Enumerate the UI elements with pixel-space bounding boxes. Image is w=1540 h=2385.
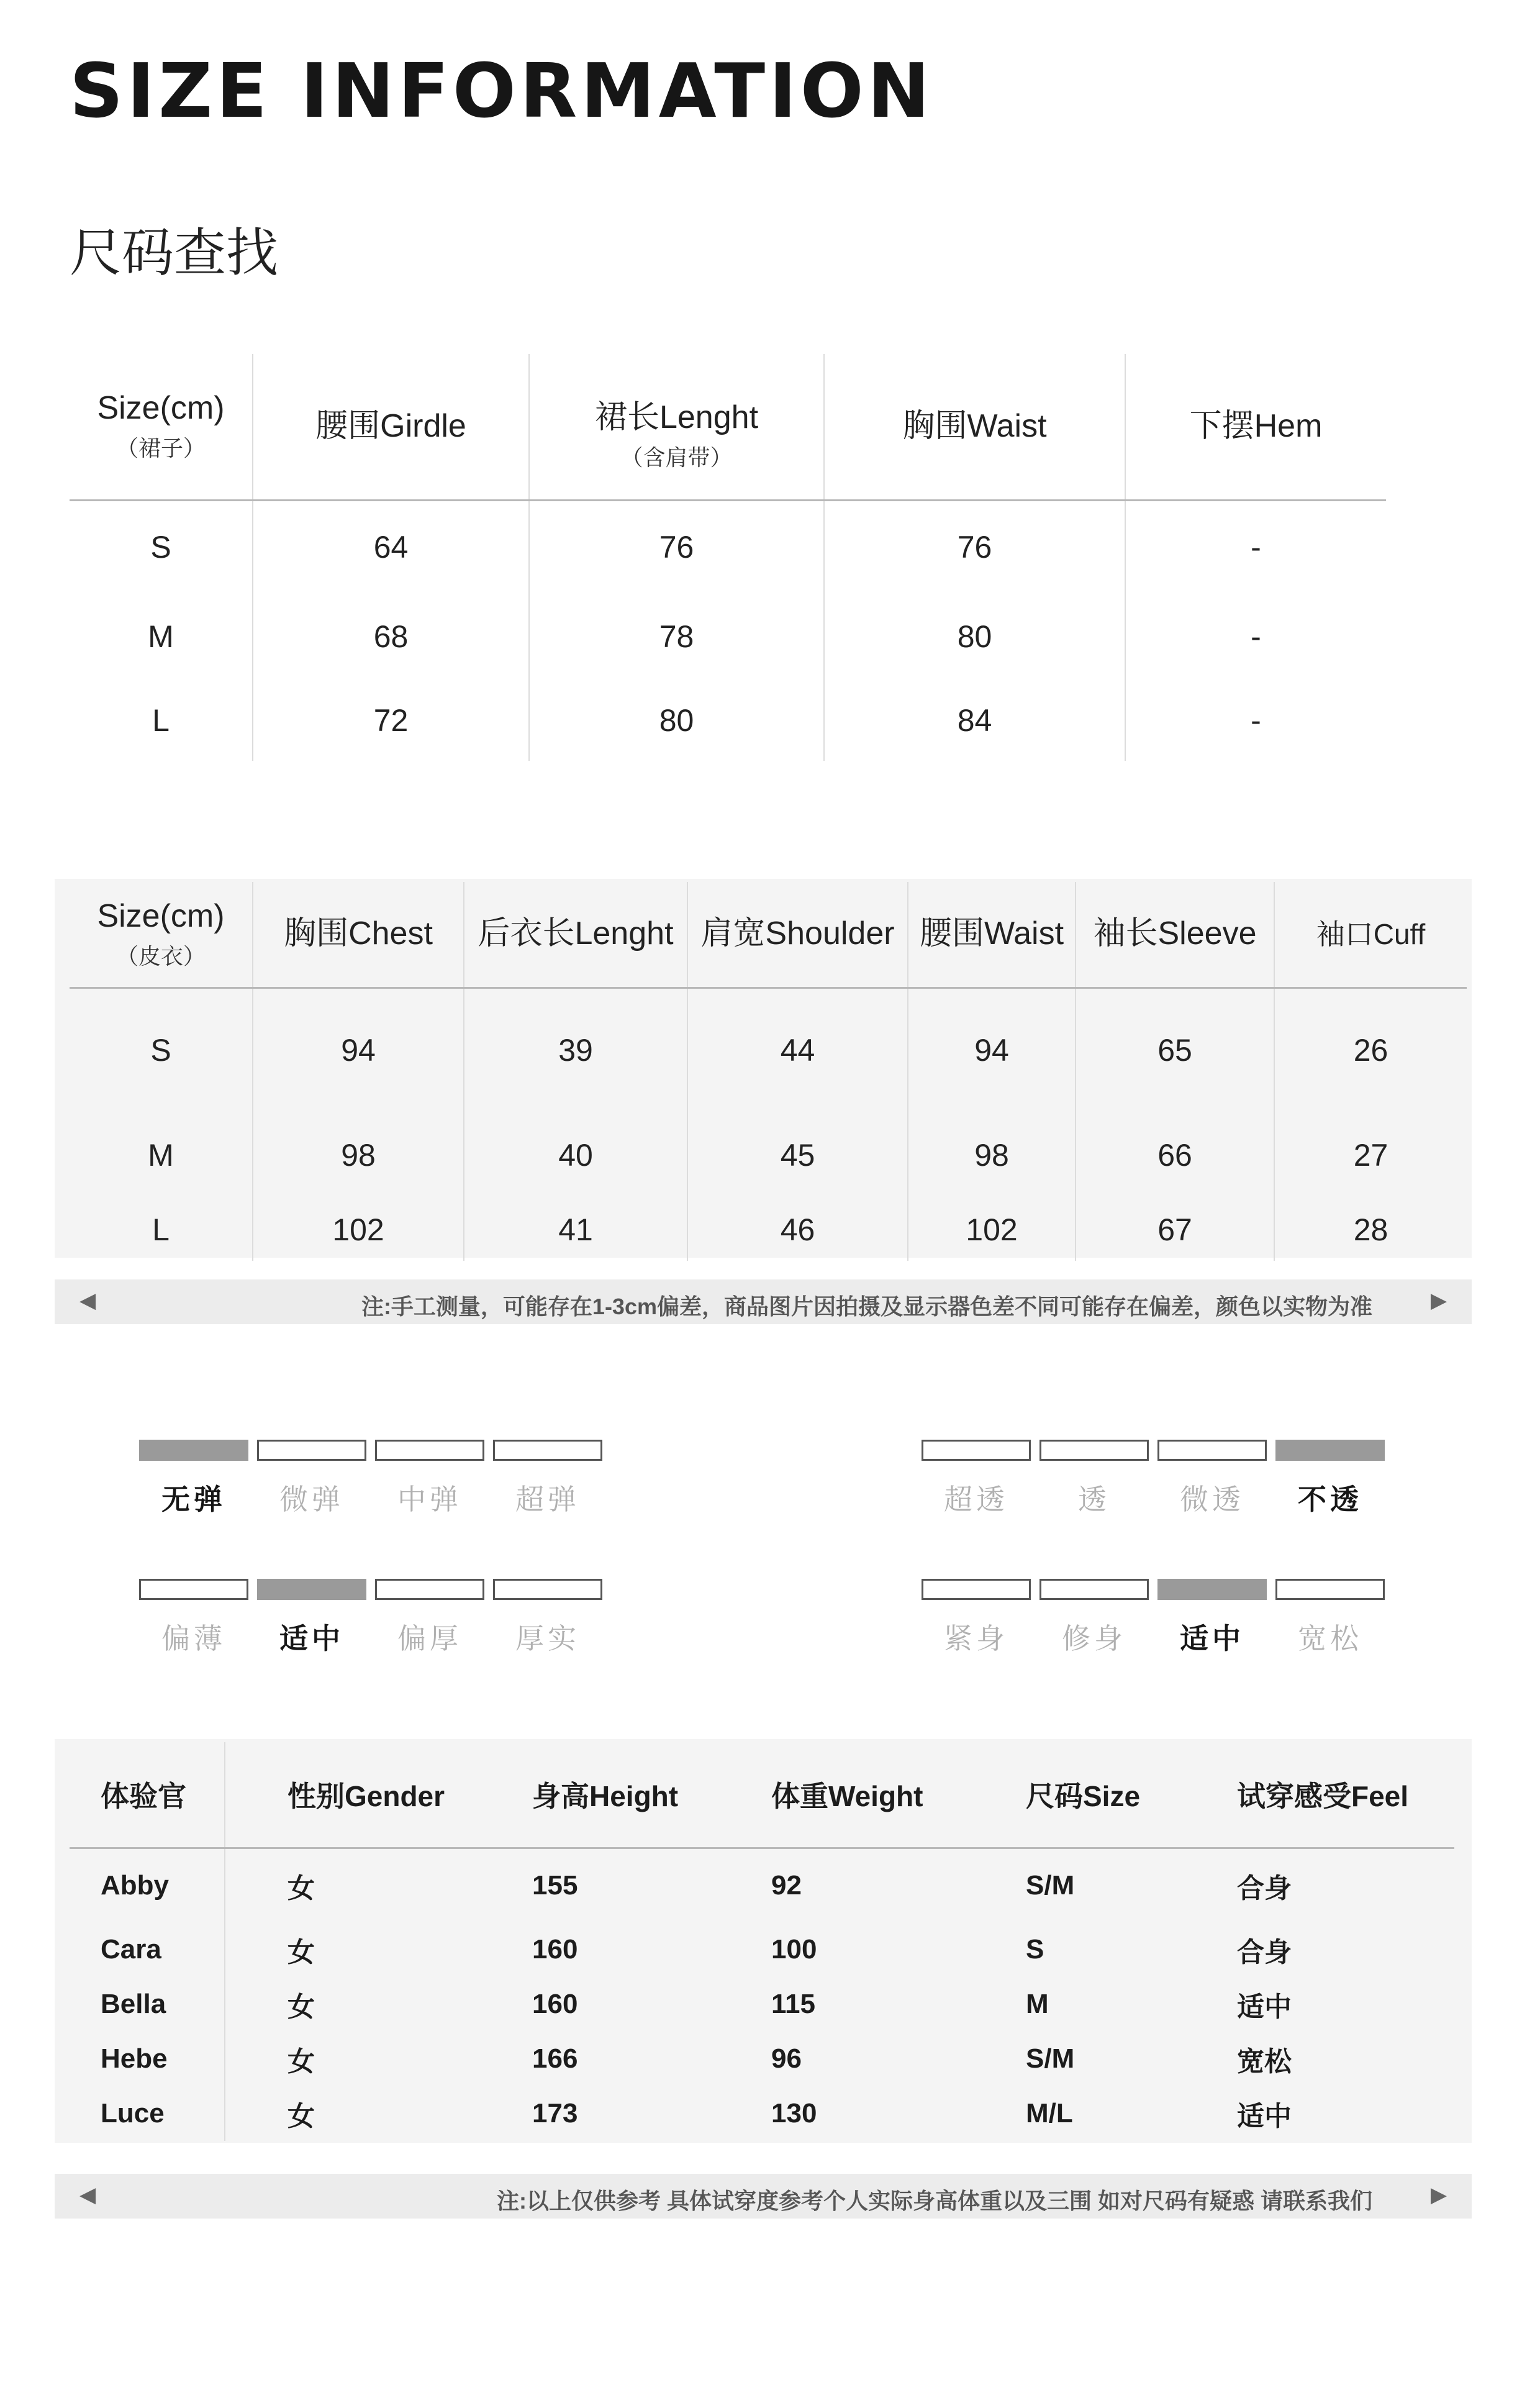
value-cell: 64 — [253, 500, 529, 593]
skirt-col-label: 下摆Hem — [1189, 407, 1323, 444]
value-cell: 98 — [908, 1112, 1076, 1199]
jacket-corner-header — [70, 882, 253, 988]
tryon-cell: 160 — [532, 1934, 578, 1965]
tryon-col-header: 试穿感受Feel — [1187, 1742, 1454, 1848]
tryon-cell: Hebe — [101, 2043, 168, 2074]
scale-segment — [493, 1579, 602, 1600]
scale-segment — [375, 1579, 484, 1600]
value-cell: 102 — [908, 1199, 1076, 1261]
jacket-col-header — [1274, 882, 1467, 988]
scroll-right-icon[interactable]: ▶ — [1430, 1289, 1447, 1312]
scale-segment — [1040, 1440, 1149, 1461]
scale-label: 透 — [1078, 1483, 1110, 1515]
page-title: SIZE INFORMATION — [70, 48, 934, 135]
scale-label: 不透 — [1298, 1483, 1362, 1515]
scale-segment — [1157, 1579, 1267, 1600]
table-row — [70, 593, 1386, 680]
tryon-cell: Cara — [101, 1934, 161, 1965]
scale-segment — [139, 1440, 248, 1461]
scale-label: 超弹 — [515, 1483, 580, 1515]
jacket-col-header — [253, 882, 464, 988]
value-cell: 26 — [1274, 988, 1467, 1112]
tryon-cell: 96 — [771, 2043, 802, 2074]
skirt-col-header — [824, 354, 1125, 500]
skirt-header-row — [70, 354, 1386, 500]
jacket-col-label: 袖口Cuff — [1316, 917, 1426, 950]
scale-label: 微透 — [1180, 1483, 1244, 1515]
scale-label: 微弹 — [279, 1483, 344, 1515]
scale-label: 偏薄 — [161, 1622, 226, 1655]
value-cell: 84 — [824, 680, 1125, 761]
scale-segment — [1040, 1579, 1149, 1600]
value-cell: 80 — [824, 593, 1125, 680]
table-row — [70, 1977, 1454, 2032]
jacket-col-label: 胸围Chest — [284, 915, 433, 952]
value-cell: 66 — [1076, 1112, 1274, 1199]
scale-segment — [375, 1440, 484, 1461]
tryon-cell: Luce — [101, 2098, 165, 2128]
scroll-right-icon[interactable]: ▶ — [1430, 2183, 1447, 2207]
value-cell: 46 — [687, 1199, 908, 1261]
scale-label: 紧身 — [944, 1622, 1008, 1655]
size-cell: L — [152, 703, 170, 738]
table-row — [70, 1922, 1454, 1977]
scale-label: 适中 — [279, 1622, 344, 1655]
scale-label: 中弹 — [397, 1483, 462, 1515]
table-row — [70, 1848, 1454, 1922]
tryon-col-header: 身高Height — [482, 1742, 722, 1848]
scale-segment — [257, 1440, 366, 1461]
scale-segment — [1275, 1579, 1385, 1600]
jacket-col-label: 袖长Sleeve — [1093, 915, 1257, 952]
scale-segment — [493, 1440, 602, 1461]
jacket-col-label: 腰围Waist — [919, 915, 1064, 952]
tryon-cell: 166 — [532, 2043, 578, 2074]
jacket-corner-label: Size(cm) — [97, 897, 225, 934]
scroll-left-icon[interactable]: ◀ — [79, 1289, 96, 1312]
value-cell: 98 — [253, 1112, 464, 1199]
skirt-corner-header — [70, 354, 253, 500]
tryon-cell: S — [1026, 1934, 1044, 1965]
skirt-col-label: 腰围Girdle — [315, 407, 466, 444]
value-cell: 94 — [908, 988, 1076, 1112]
skirt-col-header — [253, 354, 529, 500]
tryon-cell: 115 — [771, 1989, 815, 2019]
value-cell: 76 — [824, 500, 1125, 593]
size-cell: S — [150, 529, 171, 565]
value-cell: 68 — [253, 593, 529, 680]
thickness-scale — [139, 1579, 611, 1666]
fit-scale — [922, 1579, 1393, 1666]
reference-note-bar — [55, 2174, 1472, 2219]
value-cell: - — [1125, 500, 1386, 593]
jacket-header-row — [70, 882, 1467, 988]
measurement-note-bar — [55, 1279, 1472, 1324]
measurement-note-text: 注:手工测量，可能存在1-3cm偏差，商品图片因拍摄及显示器色差不同可能存在偏差，颜色以实物为准 — [361, 1294, 1372, 1319]
value-cell: 41 — [464, 1199, 687, 1261]
value-cell: 72 — [253, 680, 529, 761]
tryon-cell: 155 — [532, 1869, 578, 1901]
tryon-cell: S/M — [1026, 1869, 1075, 1901]
table-row — [70, 2086, 1454, 2141]
tryon-cell: Bella — [101, 1989, 166, 2019]
tryon-cell: 适中 — [1237, 2101, 1292, 2132]
value-cell: 102 — [253, 1199, 464, 1261]
scale-label: 宽松 — [1298, 1622, 1362, 1655]
tryon-header-row — [70, 1742, 1454, 1848]
value-cell: 94 — [253, 988, 464, 1112]
tryon-cell: 女 — [225, 2086, 482, 2141]
value-cell: 80 — [529, 680, 824, 761]
scale-segment — [922, 1579, 1031, 1600]
scroll-left-icon[interactable]: ◀ — [79, 2183, 96, 2207]
skirt-col-header — [529, 354, 824, 500]
tryon-cell: 92 — [771, 1869, 802, 1901]
tryon-col-header: 尺码Size — [976, 1742, 1187, 1848]
tryon-cell: 130 — [771, 2098, 817, 2128]
tryon-cell: 合身 — [1237, 1937, 1292, 1968]
scale-segment — [257, 1579, 366, 1600]
scale-segment — [139, 1579, 248, 1600]
tryon-cell: 173 — [532, 2098, 578, 2128]
transparency-scale — [922, 1440, 1393, 1527]
tryon-cell: Abby — [101, 1869, 169, 1901]
scale-label: 厚实 — [515, 1622, 580, 1655]
table-row — [70, 1112, 1467, 1199]
table-row — [70, 2032, 1454, 2086]
skirt-col-label: 胸围Waist — [902, 407, 1047, 444]
scale-label: 超透 — [944, 1483, 1008, 1515]
value-cell: 44 — [687, 988, 908, 1112]
tryon-cell: 适中 — [1237, 1992, 1292, 2022]
tryon-col-header: 体重Weight — [722, 1742, 976, 1848]
size-cell: S — [150, 1032, 171, 1068]
scale-label: 偏厚 — [397, 1622, 462, 1655]
scale-label: 适中 — [1180, 1622, 1244, 1655]
reference-note-text: 注:以上仅供参考 具体试穿度参考个人实际身高体重以及三围 如对尺码有疑惑 请联系我们 — [497, 2188, 1372, 2214]
tryon-cell: 女 — [225, 2032, 482, 2086]
table-row — [70, 500, 1386, 593]
value-cell: - — [1125, 593, 1386, 680]
tryon-col-header: 性别Gender — [225, 1742, 482, 1848]
scale-segment — [922, 1440, 1031, 1461]
skirt-size-table — [70, 354, 1386, 761]
value-cell: 27 — [1274, 1112, 1467, 1199]
value-cell: - — [1125, 680, 1386, 761]
size-finder-heading: 尺码查找 — [70, 224, 279, 282]
tryon-col-header: 体验官 — [70, 1742, 225, 1848]
value-cell: 65 — [1076, 988, 1274, 1112]
jacket-col-header — [1076, 882, 1274, 988]
scale-label: 无弹 — [161, 1483, 226, 1515]
elasticity-scale — [139, 1440, 611, 1527]
skirt-corner-label: Size(cm) — [97, 390, 225, 427]
value-cell: 76 — [529, 500, 824, 593]
tryon-cell: M/L — [1026, 2098, 1073, 2128]
table-row — [70, 988, 1467, 1112]
tryon-cell: 女 — [225, 1922, 482, 1977]
value-cell: 39 — [464, 988, 687, 1112]
tryon-cell: 160 — [532, 1989, 578, 2019]
tryon-table — [70, 1742, 1454, 2141]
tryon-cell: 女 — [225, 1848, 482, 1922]
skirt-col-header — [1125, 354, 1386, 500]
jacket-col-header — [908, 882, 1076, 988]
skirt-col-label: 裙长Lenght — [594, 399, 759, 436]
size-cell: M — [148, 619, 174, 654]
jacket-col-label: 肩宽Shoulder — [700, 915, 895, 952]
table-row — [70, 1199, 1467, 1261]
tryon-cell: 合身 — [1237, 1873, 1292, 1904]
jacket-corner-sub: （皮衣） — [116, 943, 206, 969]
tryon-cell: 女 — [225, 1977, 482, 2032]
tryon-cell: 100 — [771, 1934, 817, 1965]
skirt-corner-sub: （裙子） — [116, 435, 206, 461]
scale-label: 修身 — [1062, 1622, 1126, 1655]
tryon-cell: 宽松 — [1237, 2047, 1292, 2077]
skirt-col-sub: （含肩带） — [620, 445, 733, 471]
tryon-cell: S/M — [1026, 2043, 1075, 2074]
jacket-col-label: 后衣长Lenght — [478, 915, 674, 952]
value-cell: 28 — [1274, 1199, 1467, 1261]
size-cell: L — [152, 1212, 170, 1247]
jacket-col-header — [687, 882, 908, 988]
scale-segment — [1275, 1440, 1385, 1461]
value-cell: 45 — [687, 1112, 908, 1199]
value-cell: 40 — [464, 1112, 687, 1199]
jacket-col-header — [464, 882, 687, 988]
table-row — [70, 680, 1386, 761]
value-cell: 78 — [529, 593, 824, 680]
size-cell: M — [148, 1138, 174, 1173]
jacket-size-table — [70, 882, 1467, 1261]
tryon-cell: M — [1026, 1989, 1049, 2019]
scale-segment — [1157, 1440, 1267, 1461]
value-cell: 67 — [1076, 1199, 1274, 1261]
